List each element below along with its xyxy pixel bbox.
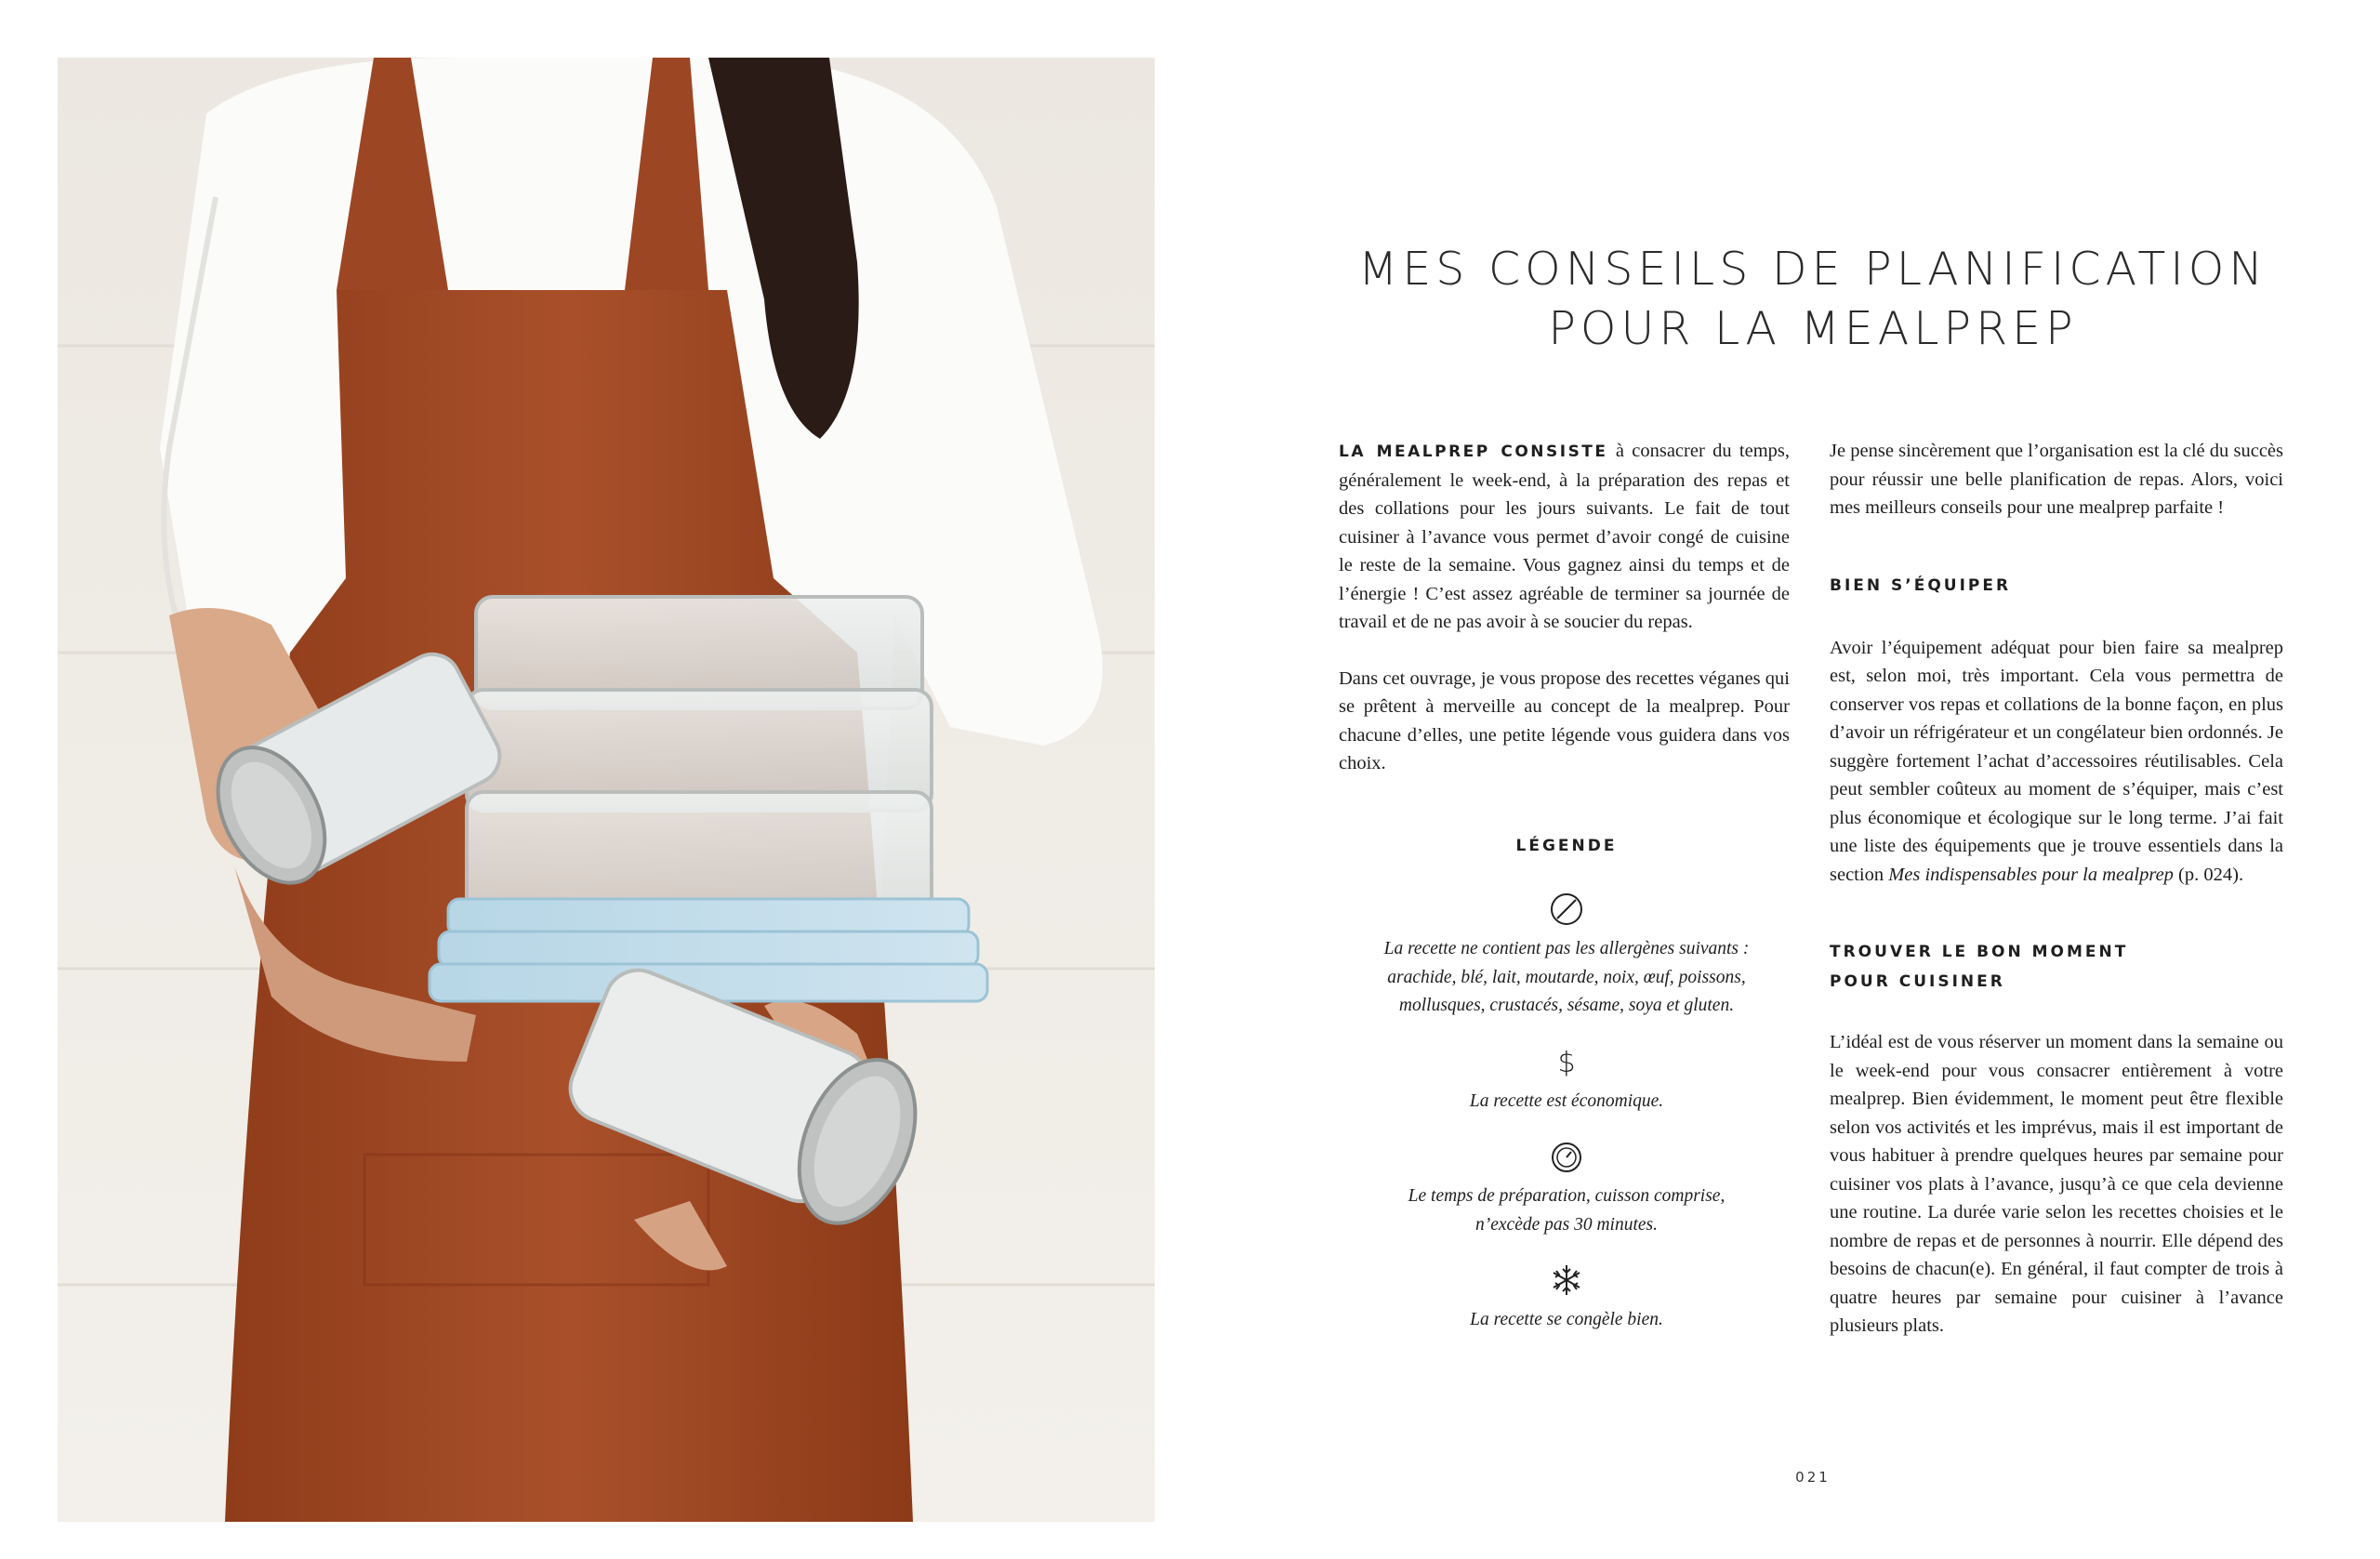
legend-text-economic: La recette est économique. <box>1469 1090 1664 1111</box>
section-heading-timing-line-2: POUR CUISINER <box>1830 972 2005 991</box>
stopwatch-icon <box>1548 1138 1585 1175</box>
no-allergen-icon <box>1548 891 1585 928</box>
section-heading-timing <box>1830 937 2283 997</box>
equipment-paragraph <box>1830 634 2283 890</box>
section-heading-timing-line-1: TROUVER LE BON MOMENT <box>1830 943 2129 961</box>
legend-item-freezer <box>1376 1262 1757 1335</box>
equipment-page-ref: (p. 024). <box>2173 864 2244 885</box>
legend-title: LÉGENDE <box>1515 837 1618 855</box>
legend-text-allergen: La recette ne contient pas les allergènes suivants : arachide, blé, lait, moutarde, noix, œuf, poissons, mollusques, crustacés, sésame, soya et gluten. <box>1383 939 1750 1015</box>
equipment-reference: Mes indispensables pour la mealprep <box>1888 864 2174 885</box>
dollar-icon <box>1548 1043 1585 1080</box>
title-line-1: MES CONSEILS DE PLANIFICATION <box>1358 243 2268 296</box>
svg-text:$: $ <box>1557 1046 1576 1079</box>
cover-photo <box>58 58 1155 1522</box>
snowflake-icon <box>1548 1262 1585 1299</box>
timing-paragraph: L’idéal est de vous réserver un moment dans la semaine ou le week-end pour vous consacrer entièrement à votre mealprep. Bien évidemment, le moment peut être flexible selon vos activités et les imprévus, mais il est important de vous habituer à prendre quelques heures par semaine pour cuisiner vos plats à l’avance, jusqu’à ce que cela devienne une routine. La durée varie selon les recettes choisies et le nombre de repas et de personnes à nourrir. Elle dépend des besoins de chacun(e). En général, il faut compter de trois à quatre heures par semaine pour cuisiner à l’avance plusieurs plats. <box>1830 1032 2283 1336</box>
intro-paragraph <box>1339 437 1790 637</box>
title-line-2: POUR LA MEALPREP <box>1548 302 2078 355</box>
intro-text: à consacrer du temps, généralement le week-end, à la préparation des repas et des collations pour les jours suivants. Le fait de tout cuisiner à l’avance vous permet d’avoir congé de cuisine le reste de la semaine. Vous gagnez ainsi du temps et de l’énergie ! C’est assez agréable de terminer sa journée de travail et de ne pas avoir à se soucier du repas. <box>1339 441 1790 632</box>
legend-text-freezer: La recette se congèle bien. <box>1470 1310 1663 1329</box>
equipment-text: Avoir l’équipement adéquat pour bien faire sa mealprep est, selon moi, très important. Cela vous permettra de conserver vos repas et collations de la bonne façon, en plus d’avoir un réfrigérateur et un congélateur bien ordonnés. Je suggère fortement l’achat d’accessoires réutilisables. Cela peut sembler coûteux au moment de s’équiper, mais c’est plus économique et écologique sur le long terme. J’ai fait une liste des équipements que je trouve essentiels dans la section <box>1830 637 2283 885</box>
right-column <box>1830 437 2283 1368</box>
legend-text-quick: Le temps de préparation, cuisson comprise, n’excède pas 30 minutes. <box>1408 1186 1726 1235</box>
legend-item-allergen <box>1376 891 1757 1021</box>
legend-item-economic <box>1376 1043 1757 1116</box>
intro-lead: LA MEALPREP CONSISTE <box>1339 443 1608 461</box>
legend-item-quick <box>1376 1138 1757 1239</box>
page-number: 021 <box>1795 1469 1831 1486</box>
page-title <box>1302 240 2324 359</box>
organisation-paragraph: Je pense sincèrement que l’organisation est la clé du succès pour réussir une belle planification de repas. Alors, voici mes meilleurs conseils pour une mealprep parfaite ! <box>1830 441 2283 518</box>
legend <box>1376 837 1757 1357</box>
section-heading-equipment: BIEN S’ÉQUIPER <box>1830 575 2012 595</box>
left-column <box>1339 437 1790 806</box>
book-paragraph: Dans cet ouvrage, je vous propose des recettes véganes qui se prêtent à merveille au concept de la mealprep. Pour chacune d’elles, une petite légende vous guidera dans vos choix. <box>1339 667 1790 773</box>
